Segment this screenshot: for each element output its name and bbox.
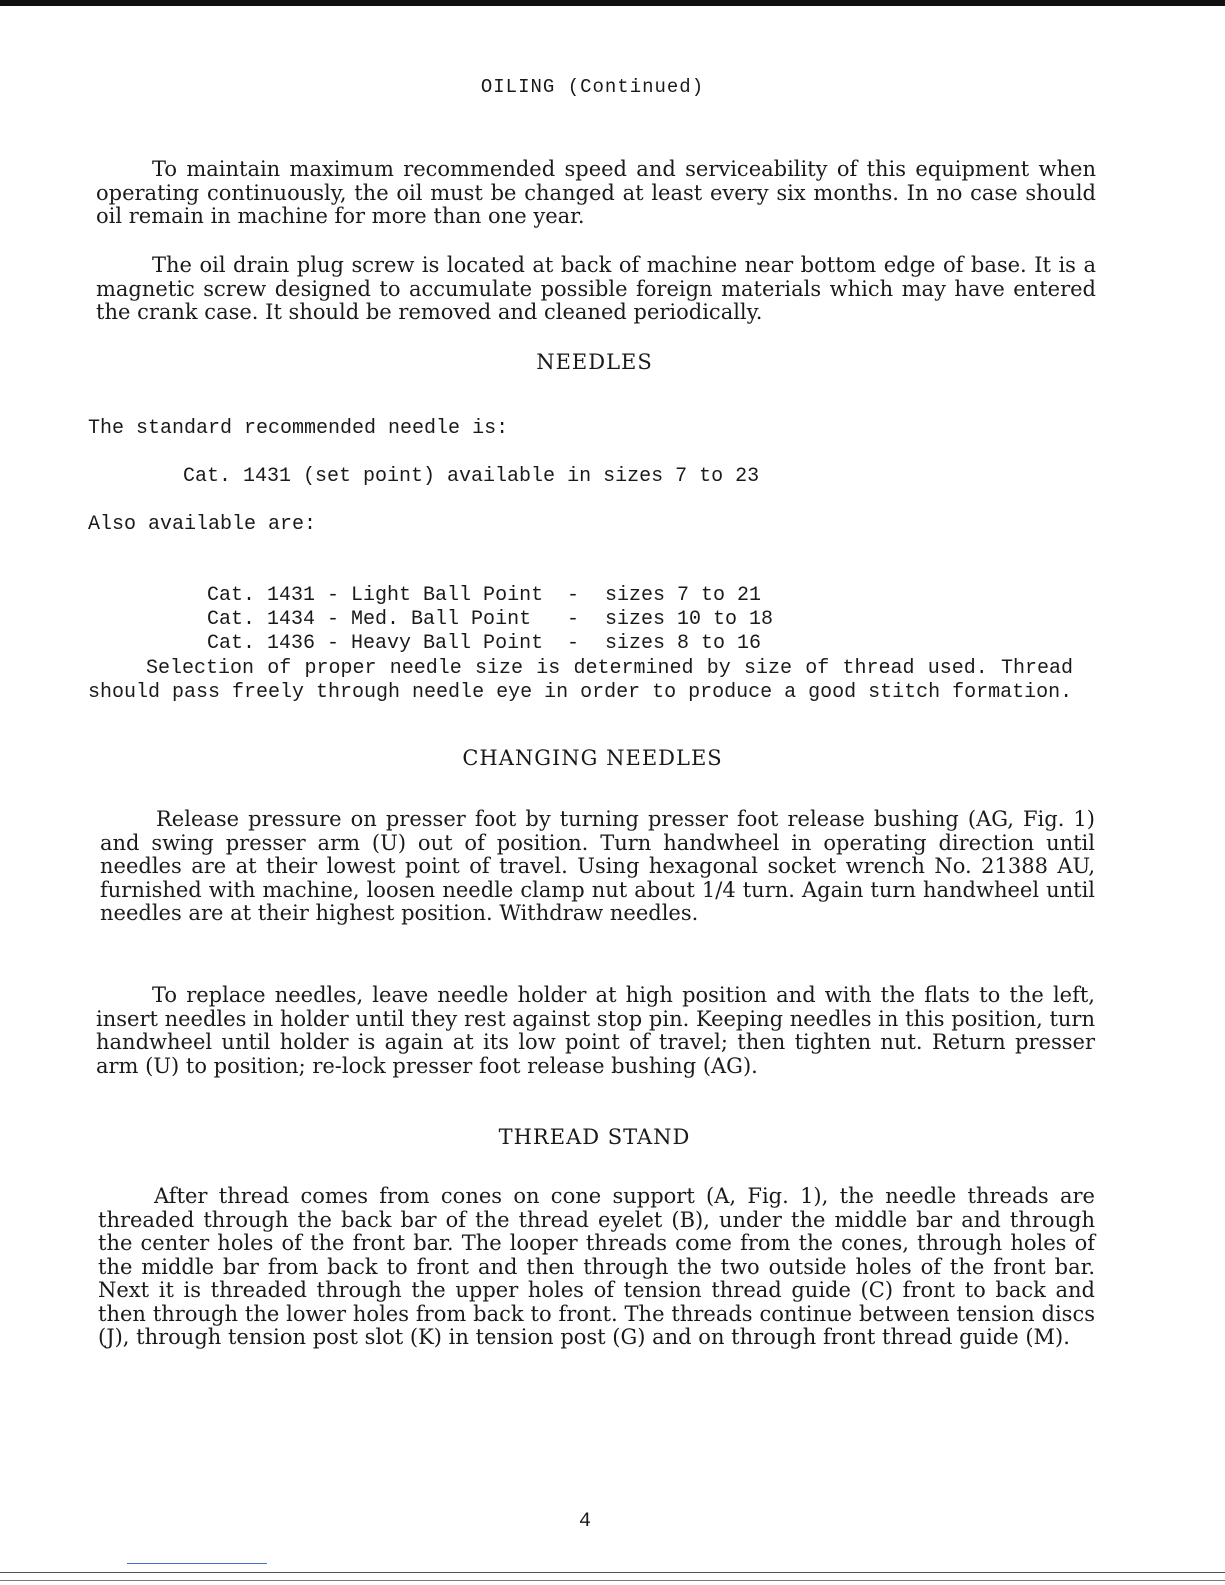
needle-dash: - xyxy=(567,632,580,655)
needle-dash: - xyxy=(567,608,580,631)
top-scan-border xyxy=(0,0,1225,6)
bottom-scan-border xyxy=(0,1580,1225,1581)
oiling-heading: OILING (Continued) xyxy=(480,76,705,98)
needle-list-item xyxy=(183,609,761,655)
needles-also-available: Also available are: xyxy=(88,513,317,536)
needle-selection-text: Selection of proper needle size is determined by size of thread used. Thread should pass freely through needle eye in order to produce a good stitch formation. xyxy=(88,657,1073,704)
needle-catalog: Cat. 1436 - Heavy Ball Point xyxy=(207,632,544,655)
needle-sizes: sizes 8 to 16 xyxy=(605,632,762,655)
bottom-scan-border xyxy=(0,1572,1225,1573)
thread-stand-heading: THREAD STAND xyxy=(498,1125,691,1149)
oiling-paragraph-1 xyxy=(96,158,1096,229)
needle-dash: - xyxy=(567,584,580,607)
needles-intro: The standard recommended needle is: xyxy=(88,417,509,440)
oiling-paragraph-2 xyxy=(96,254,1096,325)
changing-needles-paragraph-2-text: To replace needles, leave needle holder at high position and with the flats to the left, insert needles in holder until they rest against stop pin. Keeping needles in this position, turn handwheel until holder is again at its low point of travel; then tighten nut. Return presser arm (U) to position; re-lock presser foot release bushing (AG). xyxy=(96,983,1095,1078)
thread-stand-paragraph xyxy=(98,1185,1095,1350)
changing-needles-paragraph-1 xyxy=(100,808,1095,926)
needle-sizes: sizes 10 to 18 xyxy=(605,608,774,631)
needles-heading: NEEDLES xyxy=(536,350,653,374)
changing-needles-heading: CHANGING NEEDLES xyxy=(462,746,723,770)
needle-selection-paragraph xyxy=(88,657,1073,705)
thread-stand-paragraph-text: After thread comes from cones on cone support (A, Fig. 1), the needle threads are threaded through the back bar of the thread eyelet (B), under the middle bar and through the center holes of the front bar. The looper threads come from the cones, through holes of the middle bar from back to front and then through the two outside holes of the front bar. Next it is threaded through the upper holes of tension thread guide (C) front to back and then through the lower holes from back to front. The threads continue between tension discs (J), through tension post slot (K) in tension post (G) and on through front thread guide (M). xyxy=(98,1184,1095,1349)
needles-standard: Cat. 1431 (set point) available in sizes 7 to 23 xyxy=(183,465,760,488)
needle-catalog: Cat. 1434 - Med. Ball Point xyxy=(207,608,532,631)
changing-needles-paragraph-1-text: Release pressure on presser foot by turning presser foot release bushing (AG, Fig. 1) and swing presser arm (U) out of position. Turn handwheel in operating direction until needles are at their lowest point of travel. Using hexagonal socket wrench No. 21388 AU, furnished with machine, loosen needle clamp nut about 1/4 turn. Again turn handwheel until needles are at their highest position. Withdraw needles. xyxy=(100,807,1095,925)
oiling-paragraph-1-text: To maintain maximum recommended speed and serviceability of this equipment when operating continuously, the oil must be changed at least every six months. In no case should oil remain in machine for more than one year. xyxy=(96,157,1096,228)
oiling-paragraph-2-text: The oil drain plug screw is located at back of machine near bottom edge of base. It is a magnetic screw designed to accumulate possible foreign materials which may have entered the crank case. It should be removed and cleaned periodically. xyxy=(96,253,1096,324)
page-edge-mark xyxy=(127,1563,267,1564)
page-number: 4 xyxy=(578,1510,591,1533)
changing-needles-paragraph-2 xyxy=(96,984,1095,1078)
needle-catalog: Cat. 1431 - Light Ball Point xyxy=(207,584,544,607)
needle-sizes: sizes 7 to 21 xyxy=(605,584,762,607)
